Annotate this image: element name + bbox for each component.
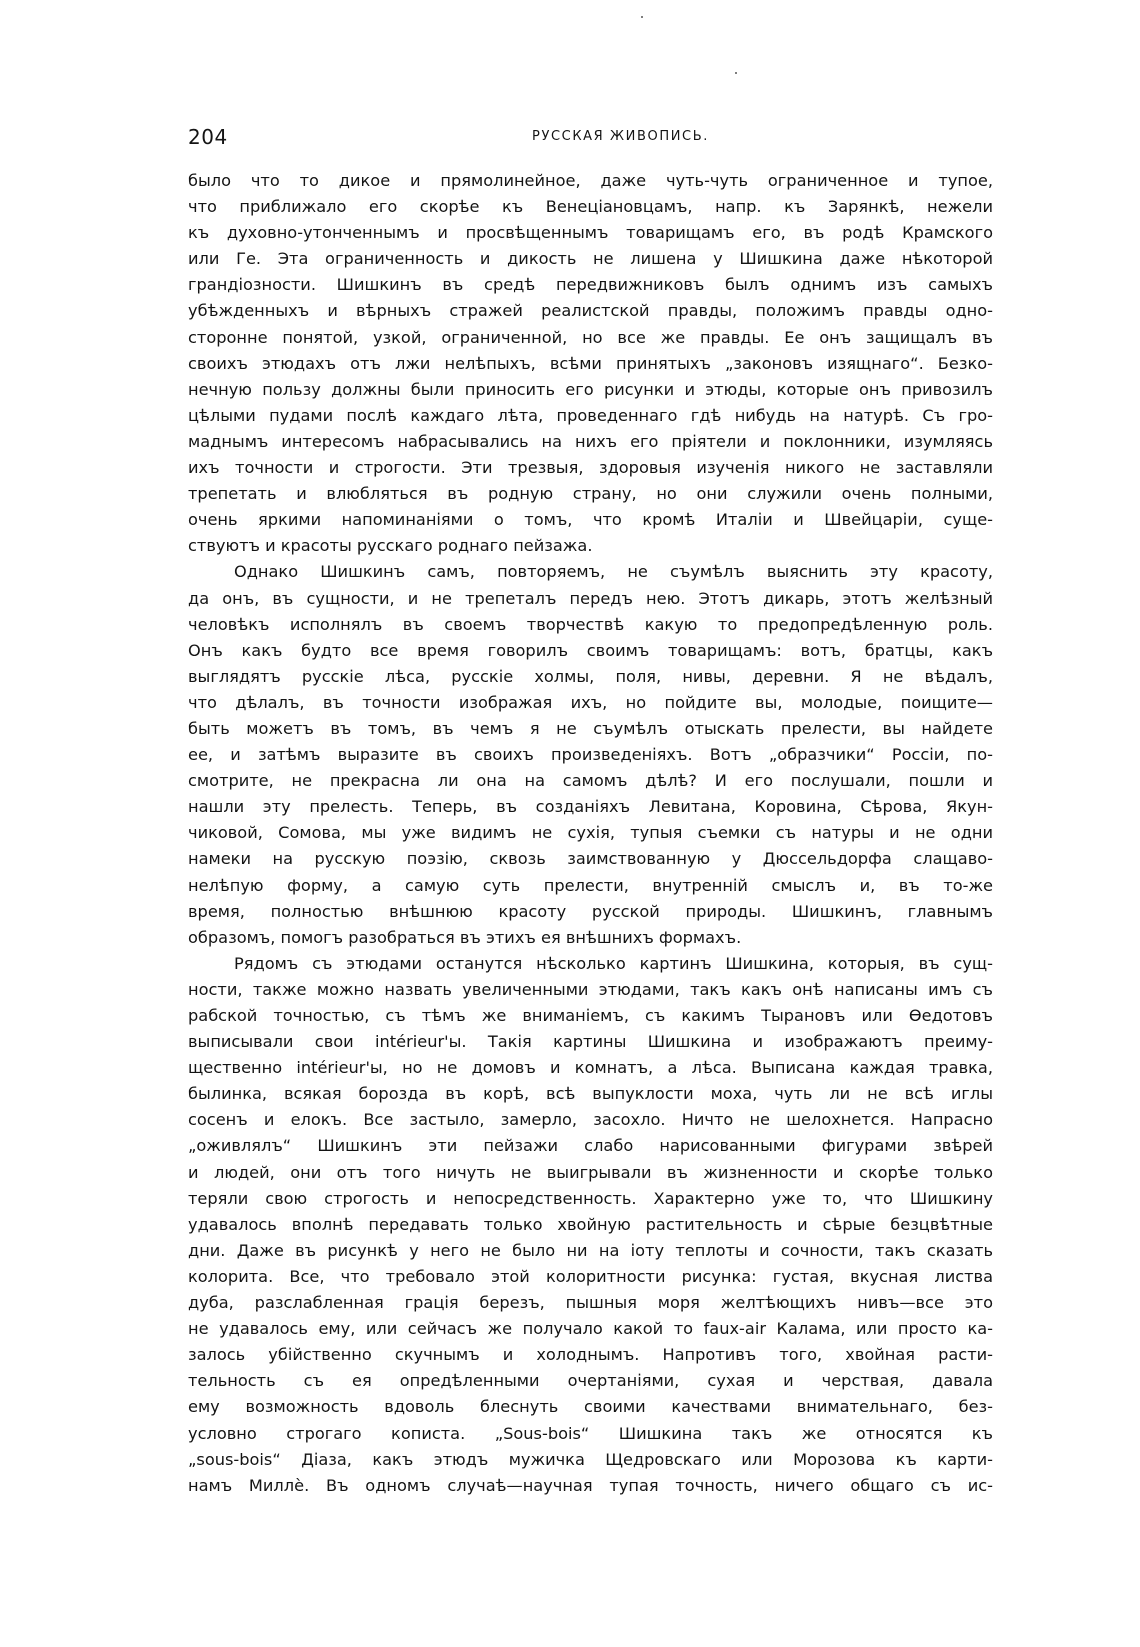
text-line: да онъ, въ сущности, и не трепеталъ передъ нею. Этотъ дикарь, этотъ желѣзный (188, 588, 993, 608)
text-line: сторонне понятой, узкой, ограниченной, но все же правды. Ее онъ защищалъ въ (188, 327, 993, 347)
text-line: чиковой, Сомова, мы уже видимъ не сухія, тупыя съемки съ натуры и не одни (188, 823, 993, 843)
text-line: образомъ, помогъ разобраться въ этихъ ея внѣшнихъ формахъ. (188, 927, 742, 947)
body-text (188, 168, 993, 1499)
text-line: рабской точностью, съ тѣмъ же вниманіемъ, съ какимъ Тырановъ или Ѳедотовъ (188, 1006, 993, 1025)
text-line: былинка, всякая борозда въ корѣ, всѣ выпуклости моха, чуть ли не всѣ иглы (188, 1084, 993, 1104)
text-line: Однако Шишкинъ самъ, повторяемъ, не съумѣлъ выяснить эту красоту, (234, 562, 993, 582)
text-line: смотрите, не прекрасна ли она на самомъ дѣлѣ? И его послушали, пошли и (188, 771, 993, 791)
text-line: убѣжденныхъ и вѣрныхъ стражей реалистской правды, положимъ правды одно- (188, 301, 993, 321)
text-line: щественно intérieur'ы, но не домовъ и комнатъ, а лѣса. Выписана каждая травка, (188, 1058, 993, 1078)
text-line: ствуютъ и красоты русскаго роднаго пейзажа. (188, 536, 593, 556)
running-title: РУССКАЯ ЖИВОПИСЬ. (532, 129, 709, 144)
text-line: къ духовно-утонченнымъ и просвѣщеннымъ товарищамъ его, въ родѣ Крамского (188, 223, 993, 243)
text-line: сосенъ и елокъ. Все застыло, замерло, засохло. Ничто не шелохнется. Напрасно (188, 1110, 993, 1130)
text-line: или Ге. Эта ограниченность и дикость не лишена у Шишкина даже нѣкоторой (188, 249, 993, 269)
text-line: нашли эту прелесть. Теперь, въ созданіяхъ Левитана, Коровина, Сѣрова, Якун- (188, 797, 993, 817)
text-line: грандіозности. Шишкинъ въ средѣ передвижниковъ былъ однимъ изъ самыхъ (188, 275, 993, 295)
text-line: залось убійственно скучнымъ и холоднымъ. Напротивъ того, хвойная расти- (188, 1345, 993, 1365)
text-line: теряли свою строгость и непосредственность. Характерно уже то, что Шишкину (188, 1188, 993, 1208)
text-line: ихъ точности и строгости. Эти трезвыя, здоровыя изученія никого не заставляли (188, 458, 993, 478)
paragraph (188, 559, 993, 950)
page-header (188, 120, 993, 154)
paragraph (188, 168, 993, 559)
text-line: намъ Миллѐ. Въ одномъ случаѣ—научная тупая точность, ничего общаго съ ис- (188, 1475, 993, 1495)
text-line: что приближало его скорѣе къ Венеціановцамъ, напр. къ Зарянкѣ, нежели (188, 197, 993, 217)
text-line: тельность съ ея опредѣленными очертаніями, сухая и черствая, давала (188, 1371, 993, 1391)
text-line: выглядятъ русскіе лѣса, русскіе холмы, поля, нивы, деревни. Я не вѣдалъ, (188, 666, 993, 686)
text-line: дуба, разслабленная грація березъ, пышныя моря желтѣющихъ нивъ—все это (188, 1293, 993, 1313)
text-line: нелѣпую форму, а самую суть прелести, внутренній смыслъ и, въ то-же (188, 875, 993, 895)
text-line: нечную пользу должны были приносить его рисунки и этюды, которые онъ привозилъ (188, 379, 993, 399)
text-line: своихъ этюдахъ отъ лжи нелѣпыхъ, всѣми принятыхъ „законовъ изящнаго“. Безко- (188, 353, 993, 373)
text-line: человѣкъ исполнялъ въ своемъ творчествѣ какую то предопредѣленную роль. (188, 614, 993, 634)
scan-speck (641, 16, 643, 18)
text-line: „sous-bois“ Діаза, какъ этюдъ мужичка Щедровскаго или Морозова къ карти- (188, 1449, 993, 1469)
text-line: удавалось вполнѣ передавать только хвойную растительность и сѣрые безцвѣтные (188, 1214, 993, 1234)
text-line: условно строгаго кописта. „Sous-bois“ Шишкина такъ же относятся къ (188, 1423, 993, 1443)
scan-speck (735, 72, 737, 74)
text-line: и людей, они отъ того ничуть не выигрывали въ жизненности и скорѣе только (188, 1162, 993, 1182)
text-line: цѣлыми пудами послѣ каждаго лѣта, проведеннаго гдѣ нибудь на натурѣ. Съ гро- (188, 405, 993, 425)
text-line: не удавалось ему, или сейчасъ же получало какой то faux-air Калама, или просто ка- (188, 1319, 993, 1339)
page-number: 204 (188, 125, 228, 149)
text-line: быть можетъ въ томъ, въ чемъ я не съумѣлъ отыскать прелести, вы найдете (188, 718, 993, 738)
text-line: намеки на русскую поэзію, сквозь заимствованную у Дюссельдорфа слащаво- (188, 849, 993, 869)
text-line: очень яркими напоминаніями о томъ, что кромѣ Италіи и Швейцаріи, суще- (188, 510, 993, 530)
text-line: ности, также можно назвать увеличенными этюдами, такъ какъ онѣ написаны имъ съ (188, 979, 993, 999)
text-line: было что то дикое и прямолинейное, даже чуть-чуть ограниченное и тупое, (188, 171, 993, 190)
text-line: Онъ какъ будто все время говорилъ своимъ товарищамъ: вотъ, братцы, какъ (188, 640, 993, 660)
text-line: колорита. Все, что требовало этой колоритности рисунка: густая, вкусная листва (188, 1266, 993, 1286)
text-line: „оживлялъ“ Шишкинъ эти пейзажи слабо нарисованными фигурами звѣрей (188, 1136, 993, 1156)
text-line: что дѣлалъ, въ точности изображая ихъ, но пойдите вы, молодые, поищите— (188, 692, 993, 712)
text-line: выписывали свои intérieur'ы. Такія картины Шишкина и изображаютъ преиму- (188, 1032, 993, 1052)
text-line: маднымъ интересомъ набрасывались на нихъ его пріятели и поклонники, изумляясь (188, 431, 993, 451)
text-line: дни. Даже въ рисункѣ у него не было ни на іоту теплоты и сочности, такъ сказать (188, 1240, 993, 1260)
text-line: ему возможность вдоволь блеснуть своими качествами внимательнаго, без- (188, 1397, 993, 1417)
text-line: Рядомъ съ этюдами останутся нѣсколько картинъ Шишкина, которыя, въ сущ- (234, 953, 993, 973)
paragraph (188, 951, 993, 1499)
text-line: ее, и затѣмъ выразите въ своихъ произведеніяхъ. Вотъ „образчики“ Россіи, по- (188, 745, 993, 765)
text-line: время, полностью внѣшнюю красоту русской природы. Шишкинъ, главнымъ (188, 901, 993, 921)
text-line: трепетать и влюбляться въ родную страну, но они служили очень полными, (188, 484, 993, 504)
